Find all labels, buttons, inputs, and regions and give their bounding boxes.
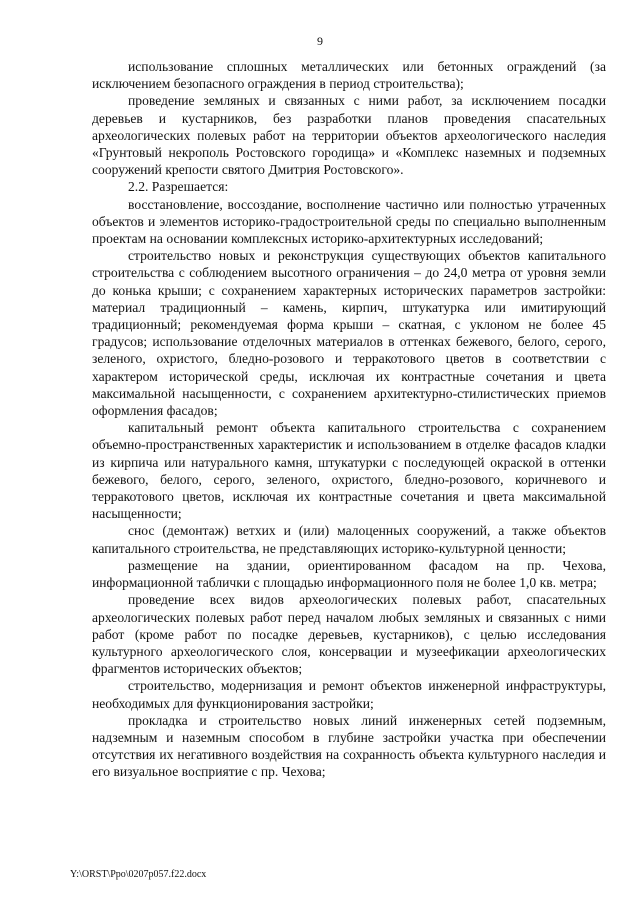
- paragraph: проведение земляных и связанных с ними работ, за исключением посадки деревьев и кустарников, без разработки планов проведения спасательных археологических полевых работ на территории объектов археологического наследия «Грунтовый некрополь Ростовского городища» и «Комплекс наземных и подземных сооружений крепости святого Дмитрия Ростовского».: [92, 93, 606, 178]
- paragraph: использование сплошных металлических или бетонных ограждений (за исключением безопасного ограждения в период строительства);: [92, 59, 606, 92]
- paragraph: строительство новых и реконструкция существующих объектов капитального строительства с соблюдением высотного ограничения – до 24,0 метра от уровня земли до конька крыши; с сохранением характерных исторических параметров застройки: материал традиционный – камень, кирпич, штукатурка или имитирующий традиционный; рекомендуемая форма крыши – скатная, с уклоном не более 45 градусов; использование отделочных материалов в оттенках бежевого, белого, серого, зеленого, охристого, бледно-розового и терракотового цветов в соответствии с характером исторической среды, исключая их контрастные сочетания и цвета максимальной насыщенности, с сохранением архитектурно-стилистических приемов оформления фасадов;: [92, 248, 606, 419]
- paragraph: снос (демонтаж) ветхих и (или) малоценных сооружений, а также объектов капитального строительства, не представляющих историко-культурной ценности;: [92, 523, 606, 556]
- paragraph: строительство, модернизация и ремонт объектов инженерной инфраструктуры, необходимых для функционирования застройки;: [92, 678, 606, 711]
- document-body: [92, 58, 606, 781]
- page-number: 9: [317, 34, 323, 48]
- paragraph: прокладка и строительство новых линий инженерных сетей подземным, надземным и наземным способом в глубине застройки участка при обеспечении отсутствия их негативного воздействия на сохранность объекта культурного наследия и его визуальное восприятие с пр. Чехова;: [92, 712, 606, 780]
- paragraph: проведение всех видов археологических полевых работ, спасательных археологических полевых работ перед началом любых земляных и связанных с ними работ (кроме работ по посадке деревьев, кустарников), с целью исследования культурного археологического слоя, консервации и музеефикации археологических фрагментов исторических объектов;: [92, 592, 606, 677]
- paragraph: восстановление, воссоздание, восполнение частично или полностью утраченных объектов и элементов историко-градостроительной среды по специально выполненным проектам на основании комплексных историко-архитектурных исследований;: [92, 196, 606, 247]
- footer-file-path: Y:\ORST\Ppo\0207p057.f22.docx: [70, 869, 207, 880]
- paragraph: размещение на здании, ориентированном фасадом на пр. Чехова, информационной таблички с площадью информационного поля не более 1,0 кв. метра;: [92, 557, 606, 591]
- section-heading: 2.2. Разрешается:: [128, 179, 229, 195]
- paragraph: капитальный ремонт объекта капитального строительства с сохранением объемно-пространственных характеристик и использованием в отделке фасадов кладки из кирпича или натурального камня, штукатурки с последующей окраской в оттенки бежевого, белого, серого, зеленого, охристого, бледно-розового, коричневого и терракотового цветов, исключая их контрастные сочетания и цвета максимальной насыщенности;: [92, 420, 606, 522]
